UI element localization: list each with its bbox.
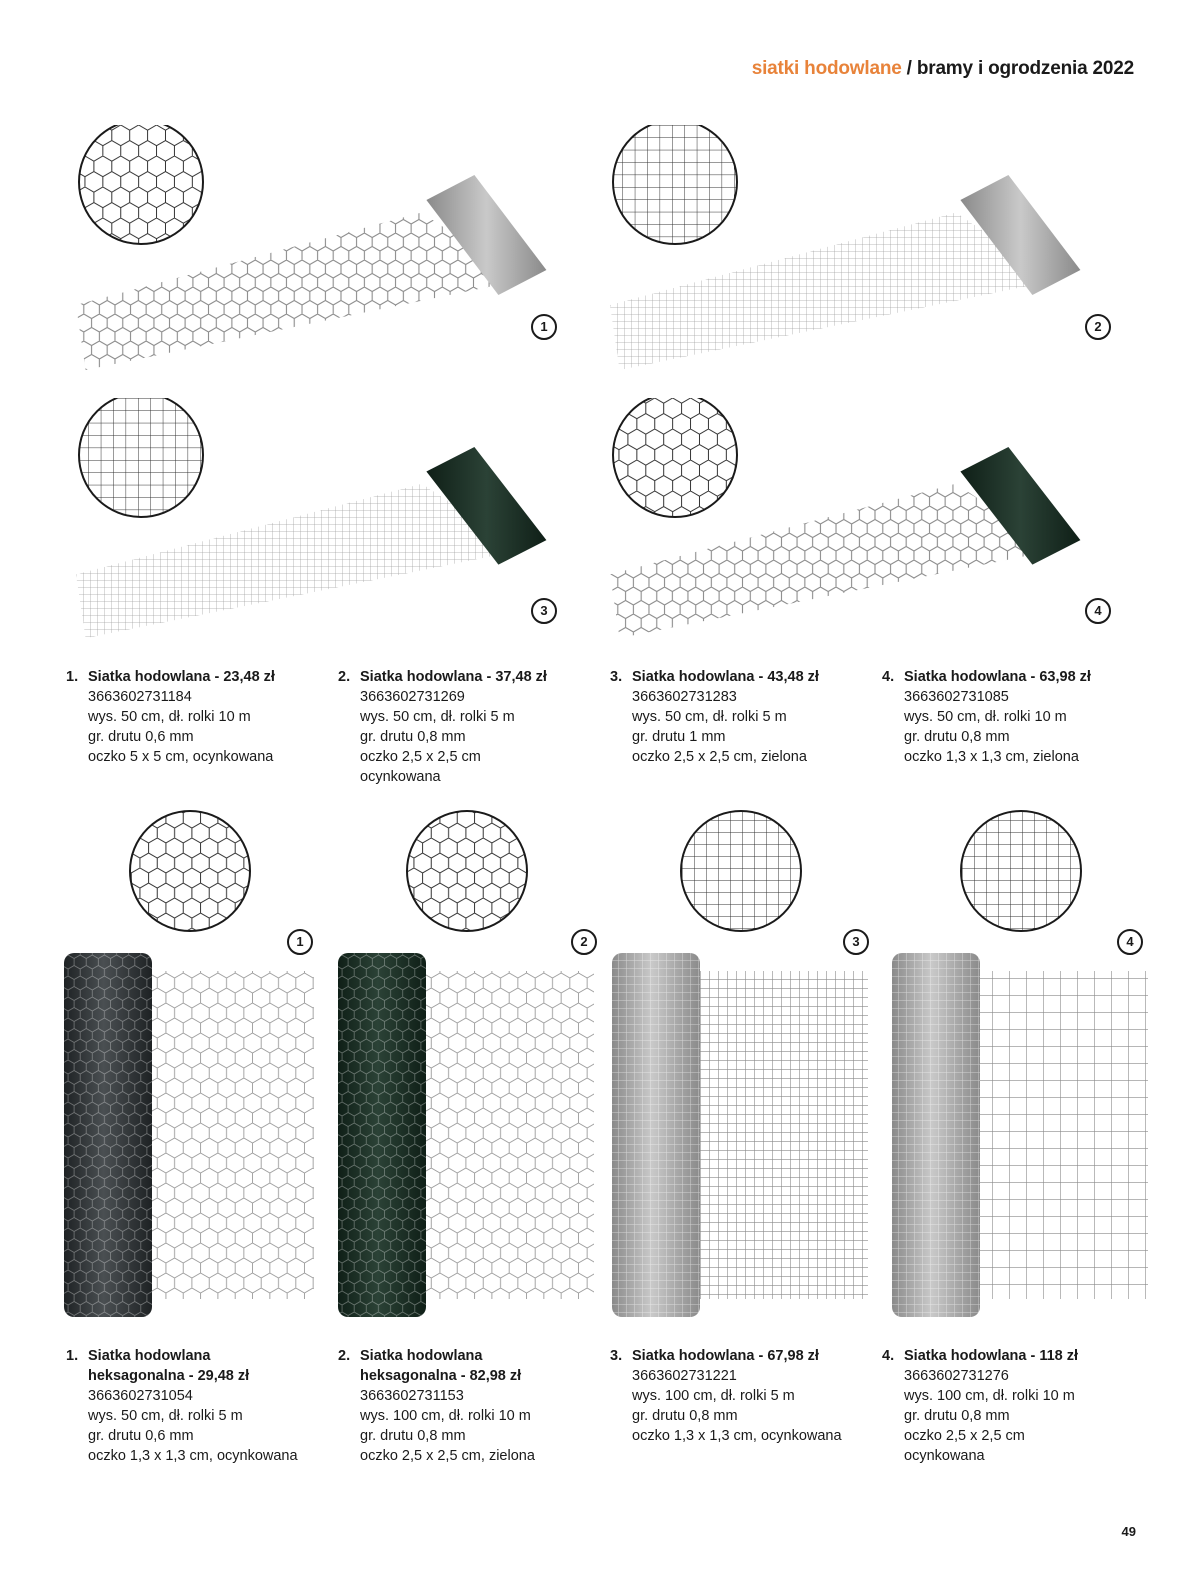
product-spec: wys. 50 cm, dł. rolki 5 m xyxy=(88,1408,243,1424)
product-ean: 3663602731221 xyxy=(632,1368,737,1384)
product-title: Siatka hodowlana - 67,98 zł xyxy=(632,1348,819,1364)
product-spec: ocynkowana xyxy=(904,1448,985,1464)
product-spec: gr. drutu 0,6 mm xyxy=(88,729,194,745)
product-title: Siatka hodowlana xyxy=(360,1348,483,1364)
bottom-product-1-image xyxy=(62,808,318,1323)
product-title: Siatka hodowlana - 118 zł xyxy=(904,1348,1079,1364)
top-product-1-badge: 1 xyxy=(531,314,557,340)
product-spec: wys. 50 cm, dł. rolki 5 m xyxy=(360,709,515,725)
product-spec: gr. drutu 0,8 mm xyxy=(904,729,1010,745)
product-spec: oczko 2,5 x 2,5 cm, zielona xyxy=(360,1448,535,1464)
product-title: Siatka hodowlana - 43,48 zł xyxy=(632,669,819,685)
product-title: Siatka hodowlana - 23,48 zł xyxy=(88,669,275,685)
product-title: Siatka hodowlana - 37,48 zł xyxy=(360,669,547,685)
product-ean: 3663602731184 xyxy=(88,689,192,705)
product-index: 3. xyxy=(610,1348,623,1364)
page-number: 49 xyxy=(1121,1524,1136,1539)
product-ean: 3663602731085 xyxy=(904,689,1009,705)
product-spec: gr. drutu 0,8 mm xyxy=(360,729,466,745)
product-spec: ocynkowana xyxy=(360,769,441,785)
top-product-2-image xyxy=(610,125,1090,375)
bottom-product-3-badge: 3 xyxy=(843,929,869,955)
product-index: 2. xyxy=(338,1348,351,1364)
product-spec: oczko 5 x 5 cm, ocynkowana xyxy=(88,749,274,765)
product-spec: wys. 50 cm, dł. rolki 10 m xyxy=(904,709,1067,725)
bottom-product-4-description xyxy=(882,1346,1132,1466)
product-spec: gr. drutu 0,6 mm xyxy=(88,1428,194,1444)
bottom-product-1-description xyxy=(66,1346,316,1466)
product-index: 2. xyxy=(338,669,351,685)
header-category: siatki hodowlane xyxy=(751,58,902,79)
product-spec: gr. drutu 1 mm xyxy=(632,729,726,745)
product-index: 4. xyxy=(882,1348,895,1364)
bottom-product-4-badge: 4 xyxy=(1117,929,1143,955)
top-product-1-description xyxy=(66,667,316,767)
product-spec: oczko 2,5 x 2,5 cm xyxy=(904,1428,1025,1444)
top-product-1-image xyxy=(76,125,556,375)
product-spec: oczko 1,3 x 1,3 cm, ocynkowana xyxy=(88,1448,298,1464)
product-index: 1. xyxy=(66,1348,79,1364)
product-ean: 3663602731283 xyxy=(632,689,737,705)
top-product-2-badge: 2 xyxy=(1085,314,1111,340)
product-spec: wys. 100 cm, dł. rolki 5 m xyxy=(632,1388,795,1404)
top-product-4-description xyxy=(882,667,1132,767)
product-spec: oczko 1,3 x 1,3 cm, ocynkowana xyxy=(632,1428,842,1444)
product-spec: oczko 2,5 x 2,5 cm, zielona xyxy=(632,749,807,765)
product-spec: wys. 100 cm, dł. rolki 10 m xyxy=(360,1408,531,1424)
top-product-4-badge: 4 xyxy=(1085,598,1111,624)
product-title: Siatka hodowlana - 63,98 zł xyxy=(904,669,1091,685)
top-product-4-image xyxy=(610,398,1090,643)
page-header xyxy=(752,58,1134,80)
product-spec: oczko 1,3 x 1,3 cm, zielona xyxy=(904,749,1079,765)
bottom-product-3-image xyxy=(610,808,872,1323)
product-spec: gr. drutu 0,8 mm xyxy=(632,1408,738,1424)
top-product-3-badge: 3 xyxy=(531,598,557,624)
product-ean: 3663602731269 xyxy=(360,689,465,705)
product-title: Siatka hodowlana xyxy=(88,1348,211,1364)
mesh-sheet xyxy=(698,971,868,1299)
bottom-product-4-image xyxy=(890,808,1152,1323)
product-title: heksagonalna - 29,48 zł xyxy=(88,1368,250,1384)
product-spec: wys. 50 cm, dł. rolki 10 m xyxy=(88,709,251,725)
product-ean: 3663602731276 xyxy=(904,1368,1009,1384)
header-separator: / xyxy=(901,58,917,79)
mesh-sheet xyxy=(978,971,1148,1299)
bottom-product-2-badge: 2 xyxy=(571,929,597,955)
product-spec: wys. 100 cm, dł. rolki 10 m xyxy=(904,1388,1075,1404)
product-title: heksagonalna - 82,98 zł xyxy=(360,1368,522,1384)
product-spec: gr. drutu 0,8 mm xyxy=(904,1408,1010,1424)
product-spec: gr. drutu 0,8 mm xyxy=(360,1428,466,1444)
bottom-product-1-badge: 1 xyxy=(287,929,313,955)
top-product-2-description xyxy=(338,667,588,787)
mesh-sheet xyxy=(150,971,314,1299)
header-section: bramy i ogrodzenia 2022 xyxy=(916,58,1134,79)
top-product-3-image xyxy=(76,398,556,643)
product-ean: 3663602731054 xyxy=(88,1388,193,1404)
top-product-3-description xyxy=(610,667,860,767)
product-index: 3. xyxy=(610,669,623,685)
bottom-product-3-description xyxy=(610,1346,860,1446)
product-spec: oczko 2,5 x 2,5 cm xyxy=(360,749,481,765)
bottom-product-2-image xyxy=(336,808,598,1323)
product-ean: 3663602731153 xyxy=(360,1388,464,1404)
bottom-product-2-description xyxy=(338,1346,588,1466)
product-spec: wys. 50 cm, dł. rolki 5 m xyxy=(632,709,787,725)
mesh-sheet xyxy=(424,971,594,1299)
product-index: 1. xyxy=(66,669,79,685)
product-index: 4. xyxy=(882,669,895,685)
